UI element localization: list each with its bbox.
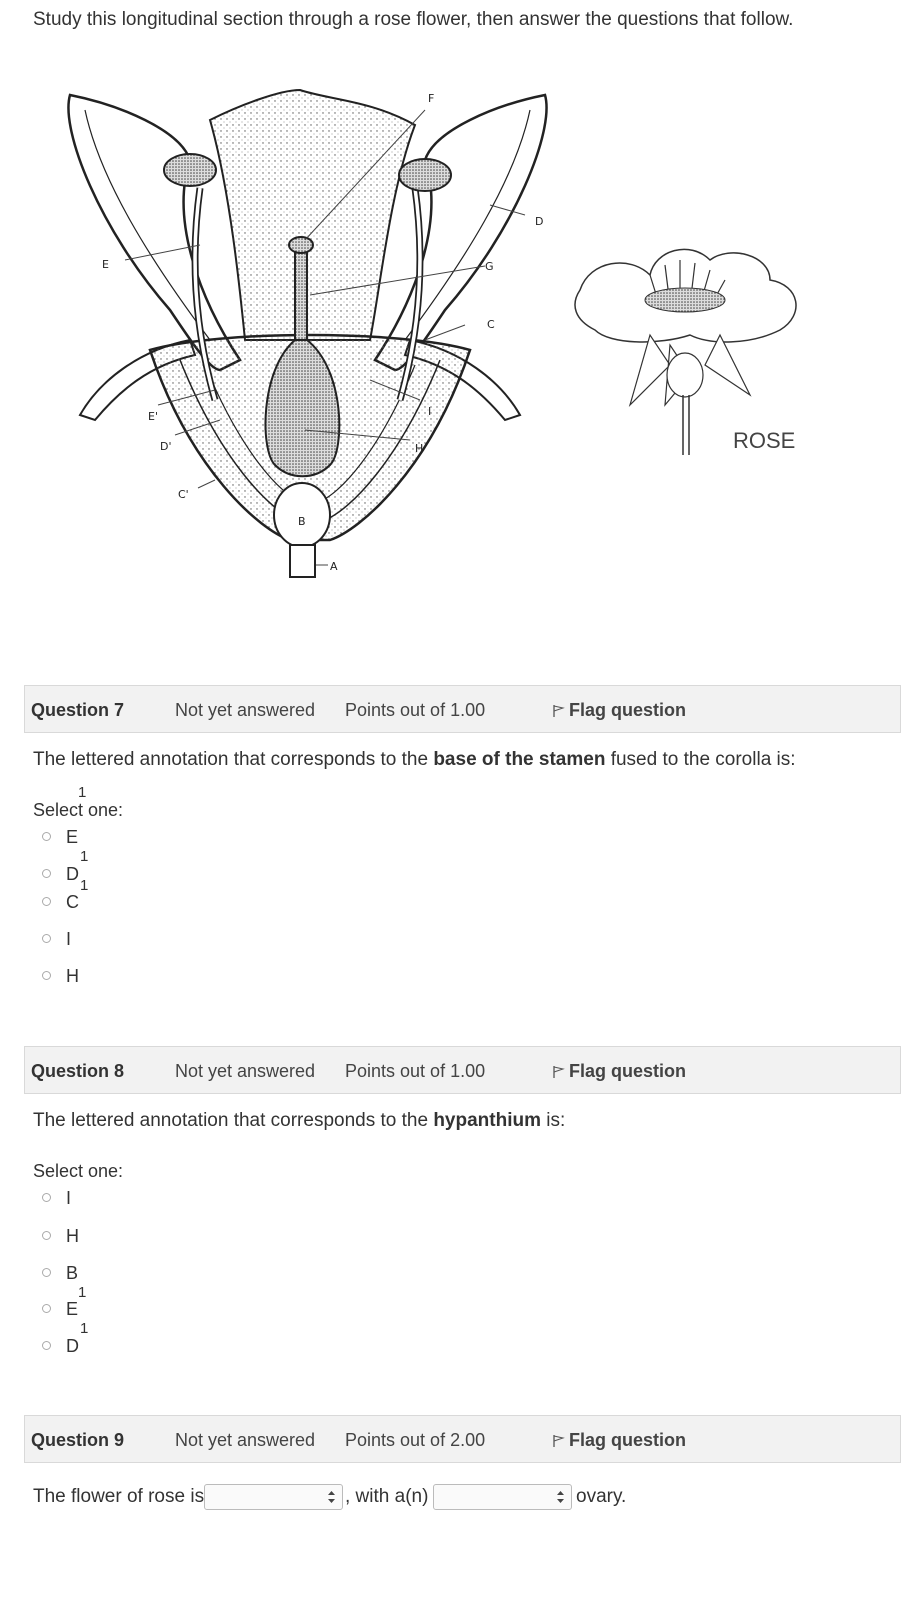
label-H: H <box>415 442 424 455</box>
question-state: Not yet answered <box>175 700 316 720</box>
flag-question-button[interactable]: Flag question <box>553 1061 686 1082</box>
label-E: E <box>102 258 109 271</box>
q9-text-start: The flower of rose is <box>33 1486 205 1507</box>
label-D: D <box>535 215 544 228</box>
radio-button[interactable] <box>42 934 51 943</box>
label-E-prime: E' <box>148 410 158 423</box>
question-number: Question 9 <box>31 1430 125 1450</box>
rose-label: ROSE <box>733 428 796 453</box>
label-B: B <box>298 515 306 528</box>
question-number: Question 7 <box>31 700 125 720</box>
superscript: 1 <box>80 877 89 894</box>
radio-button[interactable] <box>42 971 51 980</box>
question-7-header <box>24 685 901 733</box>
rose-sketch <box>570 235 810 460</box>
radio-button[interactable] <box>42 897 51 906</box>
flower-section-diagram <box>40 70 570 590</box>
radio-button[interactable] <box>42 869 51 878</box>
radio-button[interactable] <box>42 832 51 841</box>
question-points: Points out of 2.00 <box>345 1430 486 1450</box>
question-8-header <box>24 1046 901 1094</box>
question-8-text: The lettered annotation that corresponds to the hypanthium is: <box>33 1110 566 1131</box>
radio-button[interactable] <box>42 1231 51 1240</box>
q9-text-end: ovary. <box>576 1486 627 1507</box>
superscript: 1 <box>80 1320 89 1337</box>
radio-button[interactable] <box>42 1304 51 1313</box>
label-D-prime: D' <box>160 440 172 453</box>
intro-text: Study this longitudinal section through a rose flower, then answer the questions that follow. <box>33 9 794 30</box>
q9-text-mid: , with a(n) <box>345 1486 429 1507</box>
flag-icon <box>553 1434 565 1448</box>
flag-icon <box>553 704 565 718</box>
label-I: I <box>428 405 432 418</box>
radio-button[interactable] <box>42 1268 51 1277</box>
question-number: Question 8 <box>31 1061 125 1081</box>
question-points: Points out of 1.00 <box>345 1061 486 1081</box>
flag-icon <box>553 1065 565 1079</box>
radio-button[interactable] <box>42 1193 51 1202</box>
q9-dropdown-1[interactable] <box>204 1484 343 1510</box>
flag-question-button[interactable]: Flag question <box>553 700 686 721</box>
q9-dropdown-2[interactable] <box>433 1484 572 1510</box>
question-9-header <box>24 1415 901 1463</box>
radio-button[interactable] <box>42 1341 51 1350</box>
flag-question-button[interactable]: Flag question <box>553 1430 686 1451</box>
superscript: 1 <box>78 784 87 801</box>
superscript: 1 <box>78 1284 87 1301</box>
question-7-text: The lettered annotation that corresponds to the base of the stamen fused to the corolla is: <box>33 749 796 770</box>
label-F: F <box>428 92 435 105</box>
label-C-prime: C' <box>178 488 189 501</box>
question-state: Not yet answered <box>175 1061 316 1081</box>
select-arrows-icon <box>556 1489 565 1505</box>
question-points: Points out of 1.00 <box>345 700 486 720</box>
label-C: C <box>487 318 495 331</box>
label-G: G <box>485 260 494 273</box>
superscript: 1 <box>80 848 89 865</box>
select-arrows-icon <box>327 1489 336 1505</box>
label-A: A <box>330 560 338 573</box>
select-one-label: Select one: <box>33 800 124 820</box>
question-state: Not yet answered <box>175 1430 316 1450</box>
select-one-label: Select one: <box>33 1161 124 1181</box>
